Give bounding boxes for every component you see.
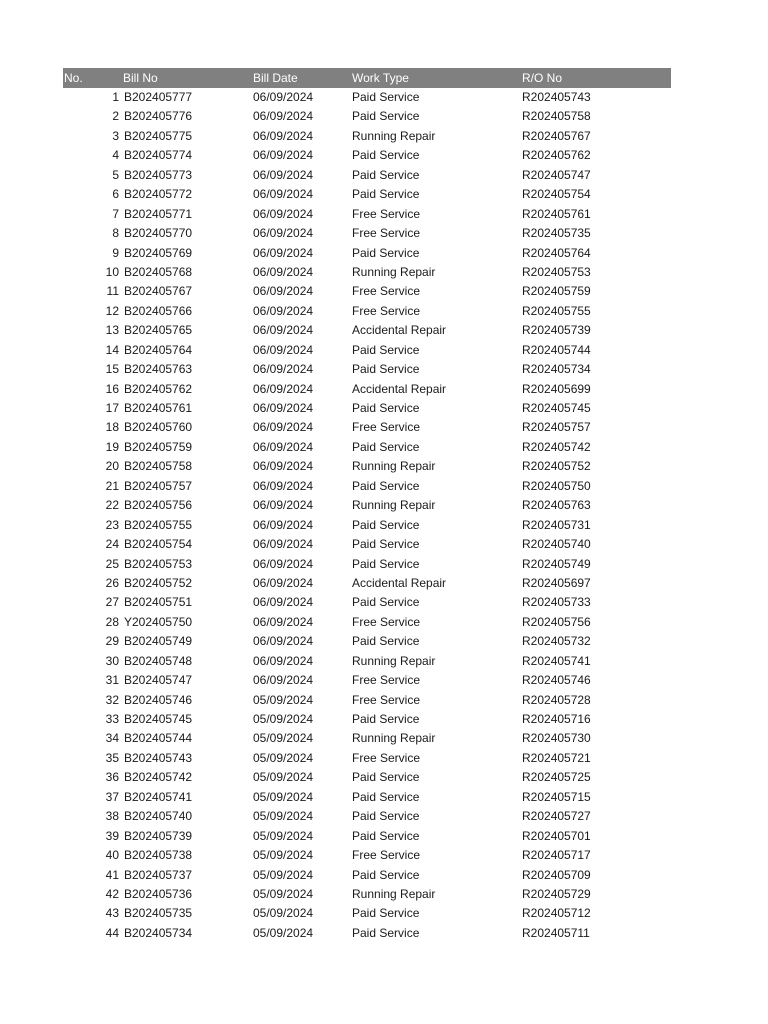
table-body [63,88,671,943]
cell-work-type: Paid Service [352,925,420,940]
cell-bill-date: 06/09/2024 [253,401,314,415]
table-row [63,535,671,554]
cell-no: 21 [105,478,119,493]
cell-work-type: Paid Service [352,439,420,454]
table-row [63,477,671,496]
cell-ro-no: R202405731 [522,517,591,532]
table-row [63,380,671,399]
cell-no: 20 [105,459,119,474]
cell-bill-no: B202405742 [124,770,193,785]
cell-work-type: Running Repair [352,731,436,746]
cell-ro-no: R202405730 [522,731,591,746]
cell-bill-no: B202405753 [124,556,193,571]
cell-ro-no: R202405767 [522,128,591,143]
cell-work-type: Accidental Repair [352,575,447,590]
cell-bill-no: B202405757 [124,478,193,493]
cell-work-type: Running Repair [352,128,436,143]
cell-bill-no: B202405758 [124,459,193,474]
cell-no: 5 [112,167,119,182]
cell-no: 7 [112,206,119,221]
cell-ro-no: R202405759 [522,284,591,299]
cell-bill-no: B202405752 [124,575,193,590]
table-header-row [63,68,671,88]
cell-bill-date: 06/09/2024 [253,614,314,629]
cell-bill-date: 05/09/2024 [253,867,314,882]
cell-bill-no: B202405763 [124,362,193,377]
cell-no: 28 [105,614,119,629]
cell-no: 41 [105,867,119,882]
table-row [63,146,671,165]
table-row [63,399,671,418]
cell-bill-no: B202405744 [124,731,193,746]
cell-bill-no: B202405774 [124,148,193,163]
cell-bill-date: 06/09/2024 [253,420,314,435]
header-no: No. [64,71,83,85]
cell-no: 42 [105,886,119,901]
cell-bill-no: B202405770 [124,226,193,241]
cell-no: 9 [112,245,119,260]
header-bill-no: Bill No [123,71,158,85]
cell-ro-no: R202405756 [522,614,591,629]
cell-work-type: Paid Service [352,867,420,882]
table-row [63,613,671,632]
cell-bill-date: 05/09/2024 [253,848,314,863]
cell-ro-no: R202405740 [522,537,591,552]
cell-ro-no: R202405744 [522,342,591,357]
cell-ro-no: R202405743 [522,90,591,104]
table-row [63,127,671,146]
cell-ro-no: R202405711 [522,925,590,940]
cell-bill-no: B202405755 [124,517,193,532]
cell-no: 25 [105,556,119,571]
table-row [63,341,671,360]
cell-ro-no: R202405755 [522,303,591,318]
cell-bill-no: B202405777 [124,90,193,104]
cell-bill-no: B202405754 [124,537,193,552]
cell-work-type: Paid Service [352,828,420,843]
table-row [63,88,671,107]
cell-bill-no: B202405734 [124,925,193,940]
cell-no: 32 [105,692,119,707]
cell-ro-no: R202405697 [522,575,591,590]
cell-ro-no: R202405764 [522,245,591,260]
table-row [63,632,671,651]
cell-bill-no: B202405748 [124,653,193,668]
cell-bill-date: 06/09/2024 [253,556,314,571]
cell-work-type: Free Service [352,226,421,241]
table-row [63,749,671,768]
cell-bill-date: 06/09/2024 [253,653,314,668]
cell-no: 17 [105,401,119,415]
cell-bill-no: B202405738 [124,848,193,863]
cell-no: 13 [105,323,119,338]
cell-bill-date: 06/09/2024 [253,206,314,221]
cell-work-type: Paid Service [352,109,420,124]
cell-work-type: Free Service [352,206,421,221]
table-row [63,827,671,846]
cell-bill-date: 05/09/2024 [253,789,314,804]
bill-table [63,68,671,943]
cell-work-type: Paid Service [352,187,420,202]
cell-bill-no: B202405756 [124,498,193,513]
cell-no: 15 [105,362,119,377]
table-row [63,904,671,923]
cell-bill-no: B202405771 [124,206,193,221]
cell-bill-date: 06/09/2024 [253,323,314,338]
cell-bill-date: 05/09/2024 [253,712,314,726]
cell-bill-no: B202405769 [124,245,193,260]
cell-bill-date: 05/09/2024 [253,750,314,765]
cell-no: 2 [112,109,119,124]
cell-bill-date: 05/09/2024 [253,770,314,785]
cell-bill-date: 06/09/2024 [253,575,314,590]
cell-bill-no: B202405767 [124,284,193,299]
table-row [63,885,671,904]
cell-work-type: Paid Service [352,517,420,532]
cell-bill-date: 06/09/2024 [253,439,314,454]
cell-bill-date: 05/09/2024 [253,906,314,921]
table-row [63,360,671,379]
table-row [63,729,671,748]
cell-bill-date: 06/09/2024 [253,128,314,143]
cell-work-type: Paid Service [352,148,420,163]
cell-no: 22 [105,498,119,513]
cell-work-type: Free Service [352,750,421,765]
cell-work-type: Paid Service [352,634,420,649]
table-row [63,710,671,729]
cell-no: 6 [112,187,119,202]
cell-bill-no: Y202405750 [124,614,193,629]
cell-no: 26 [105,575,119,590]
cell-bill-no: B202405751 [124,595,193,610]
cell-bill-date: 06/09/2024 [253,187,314,202]
table-row [63,866,671,885]
table-row [63,593,671,612]
cell-bill-no: B202405745 [124,712,193,726]
cell-no: 39 [105,828,119,843]
cell-no: 37 [105,789,119,804]
cell-bill-date: 05/09/2024 [253,886,314,901]
cell-work-type: Paid Service [352,362,420,377]
cell-work-type: Free Service [352,284,421,299]
cell-bill-date: 06/09/2024 [253,517,314,532]
cell-ro-no: R202405747 [522,167,591,182]
table-row [63,282,671,301]
cell-bill-date: 06/09/2024 [253,537,314,552]
table-row [63,302,671,321]
table-row [63,691,671,710]
cell-work-type: Paid Service [352,167,420,182]
cell-no: 19 [105,439,119,454]
cell-bill-date: 06/09/2024 [253,634,314,649]
cell-bill-date: 05/09/2024 [253,731,314,746]
header-bill-date: Bill Date [253,71,298,85]
cell-bill-date: 05/09/2024 [253,828,314,843]
table-row [63,438,671,457]
cell-no: 10 [105,264,119,279]
table-row [63,263,671,282]
cell-ro-no: R202405729 [522,886,591,901]
table-row [63,652,671,671]
cell-no: 16 [105,381,119,396]
table-row [63,516,671,535]
cell-ro-no: R202405733 [522,595,591,610]
table-row [63,807,671,826]
cell-work-type: Paid Service [352,342,420,357]
cell-ro-no: R202405728 [522,692,591,707]
cell-work-type: Free Service [352,848,421,863]
cell-no: 18 [105,420,119,435]
cell-work-type: Accidental Repair [352,381,447,396]
cell-no: 4 [112,148,119,163]
cell-ro-no: R202405752 [522,459,591,474]
cell-bill-no: B202405766 [124,303,193,318]
cell-no: 38 [105,809,119,824]
table-row [63,671,671,690]
cell-no: 43 [105,906,119,921]
cell-bill-date: 06/09/2024 [253,264,314,279]
cell-ro-no: R202405757 [522,420,591,435]
cell-bill-date: 06/09/2024 [253,381,314,396]
cell-no: 33 [105,712,119,726]
cell-ro-no: R202405721 [522,750,591,765]
cell-bill-date: 06/09/2024 [253,148,314,163]
cell-bill-date: 06/09/2024 [253,459,314,474]
cell-no: 23 [105,517,119,532]
cell-work-type: Paid Service [352,906,420,921]
cell-no: 11 [106,284,119,299]
cell-bill-no: B202405776 [124,109,193,124]
cell-bill-no: B202405746 [124,692,193,707]
cell-no: 3 [112,128,119,143]
cell-ro-no: R202405745 [522,401,591,415]
cell-bill-date: 05/09/2024 [253,809,314,824]
cell-bill-no: B202405741 [124,789,193,804]
cell-no: 27 [105,595,119,610]
cell-work-type: Paid Service [352,478,420,493]
cell-bill-no: B202405768 [124,264,193,279]
cell-work-type: Paid Service [352,401,420,415]
cell-ro-no: R202405717 [522,848,591,863]
table-row [63,846,671,865]
cell-ro-no: R202405753 [522,264,591,279]
cell-ro-no: R202405725 [522,770,591,785]
cell-bill-date: 06/09/2024 [253,90,314,104]
cell-ro-no: R202405732 [522,634,591,649]
cell-bill-no: B202405772 [124,187,193,202]
cell-bill-no: B202405759 [124,439,193,454]
cell-ro-no: R202405746 [522,673,591,688]
table-row [63,788,671,807]
table-row [63,555,671,574]
cell-bill-date: 06/09/2024 [253,167,314,182]
cell-bill-date: 06/09/2024 [253,478,314,493]
cell-ro-no: R202405701 [522,828,591,843]
cell-bill-date: 05/09/2024 [253,692,314,707]
table-row [63,924,671,943]
table-row [63,205,671,224]
cell-no: 30 [105,653,119,668]
cell-work-type: Paid Service [352,556,420,571]
cell-bill-date: 05/09/2024 [253,925,314,940]
cell-ro-no: R202405742 [522,439,591,454]
cell-no: 29 [105,634,119,649]
cell-ro-no: R202405758 [522,109,591,124]
cell-work-type: Running Repair [352,459,436,474]
cell-ro-no: R202405735 [522,226,591,241]
cell-no: 44 [105,925,119,940]
cell-work-type: Running Repair [352,886,436,901]
cell-ro-no: R202405699 [522,381,591,396]
cell-no: 24 [105,537,119,552]
cell-bill-no: B202405739 [124,828,193,843]
table-row [63,496,671,515]
cell-work-type: Free Service [352,303,421,318]
cell-ro-no: R202405712 [522,906,591,921]
cell-bill-date: 06/09/2024 [253,362,314,377]
cell-bill-no: B202405760 [124,420,193,435]
header-ro-no: R/O No [522,71,563,85]
cell-work-type: Free Service [352,614,421,629]
cell-ro-no: R202405716 [522,712,591,726]
cell-ro-no: R202405734 [522,362,591,377]
cell-bill-no: B202405749 [124,634,193,649]
cell-ro-no: R202405761 [522,206,591,221]
cell-work-type: Running Repair [352,264,436,279]
cell-bill-no: B202405773 [124,167,193,182]
cell-ro-no: R202405739 [522,323,591,338]
cell-work-type: Free Service [352,420,421,435]
cell-bill-no: B202405737 [124,867,193,882]
header-work-type: Work Type [352,71,409,85]
table-row [63,166,671,185]
cell-bill-no: B202405764 [124,342,193,357]
cell-bill-date: 06/09/2024 [253,342,314,357]
cell-work-type: Paid Service [352,809,420,824]
cell-work-type: Paid Service [352,712,420,726]
table-row [63,107,671,126]
cell-work-type: Running Repair [352,653,436,668]
cell-no: 8 [112,226,119,241]
cell-no: 14 [105,342,119,357]
cell-work-type: Paid Service [352,595,420,610]
cell-ro-no: R202405715 [522,789,591,804]
cell-bill-no: B202405736 [124,886,193,901]
cell-no: 1 [112,90,119,104]
cell-bill-no: B202405735 [124,906,193,921]
cell-work-type: Accidental Repair [352,323,447,338]
cell-no: 34 [105,731,119,746]
cell-ro-no: R202405762 [522,148,591,163]
table-row [63,768,671,787]
cell-no: 31 [105,673,119,688]
cell-bill-no: B202405775 [124,128,193,143]
cell-work-type: Paid Service [352,245,420,260]
cell-ro-no: R202405727 [522,809,591,824]
cell-ro-no: R202405741 [522,653,591,668]
table-row [63,244,671,263]
cell-work-type: Paid Service [352,90,420,104]
cell-bill-date: 06/09/2024 [253,284,314,299]
cell-work-type: Running Repair [352,498,436,513]
table-row [63,321,671,340]
cell-bill-no: B202405765 [124,323,193,338]
cell-bill-no: B202405747 [124,673,193,688]
cell-bill-no: B202405761 [124,401,193,415]
cell-bill-date: 06/09/2024 [253,109,314,124]
cell-ro-no: R202405749 [522,556,591,571]
table-row [63,574,671,593]
cell-ro-no: R202405709 [522,867,591,882]
cell-bill-no: B202405743 [124,750,193,765]
cell-bill-date: 06/09/2024 [253,498,314,513]
cell-bill-no: B202405740 [124,809,193,824]
cell-bill-no: B202405762 [124,381,193,396]
cell-no: 40 [105,848,119,863]
table-row [63,457,671,476]
cell-work-type: Paid Service [352,770,420,785]
cell-ro-no: R202405750 [522,478,591,493]
cell-work-type: Free Service [352,692,421,707]
cell-bill-date: 06/09/2024 [253,595,314,610]
table-row [63,224,671,243]
cell-bill-date: 06/09/2024 [253,673,314,688]
cell-ro-no: R202405754 [522,187,591,202]
cell-bill-date: 06/09/2024 [253,226,314,241]
cell-ro-no: R202405763 [522,498,591,513]
cell-work-type: Paid Service [352,789,420,804]
table-row [63,185,671,204]
cell-no: 36 [105,770,119,785]
cell-no: 35 [105,750,119,765]
cell-work-type: Free Service [352,673,421,688]
cell-bill-date: 06/09/2024 [253,303,314,318]
table-row [63,418,671,437]
cell-no: 12 [105,303,119,318]
cell-work-type: Paid Service [352,537,420,552]
cell-bill-date: 06/09/2024 [253,245,314,260]
